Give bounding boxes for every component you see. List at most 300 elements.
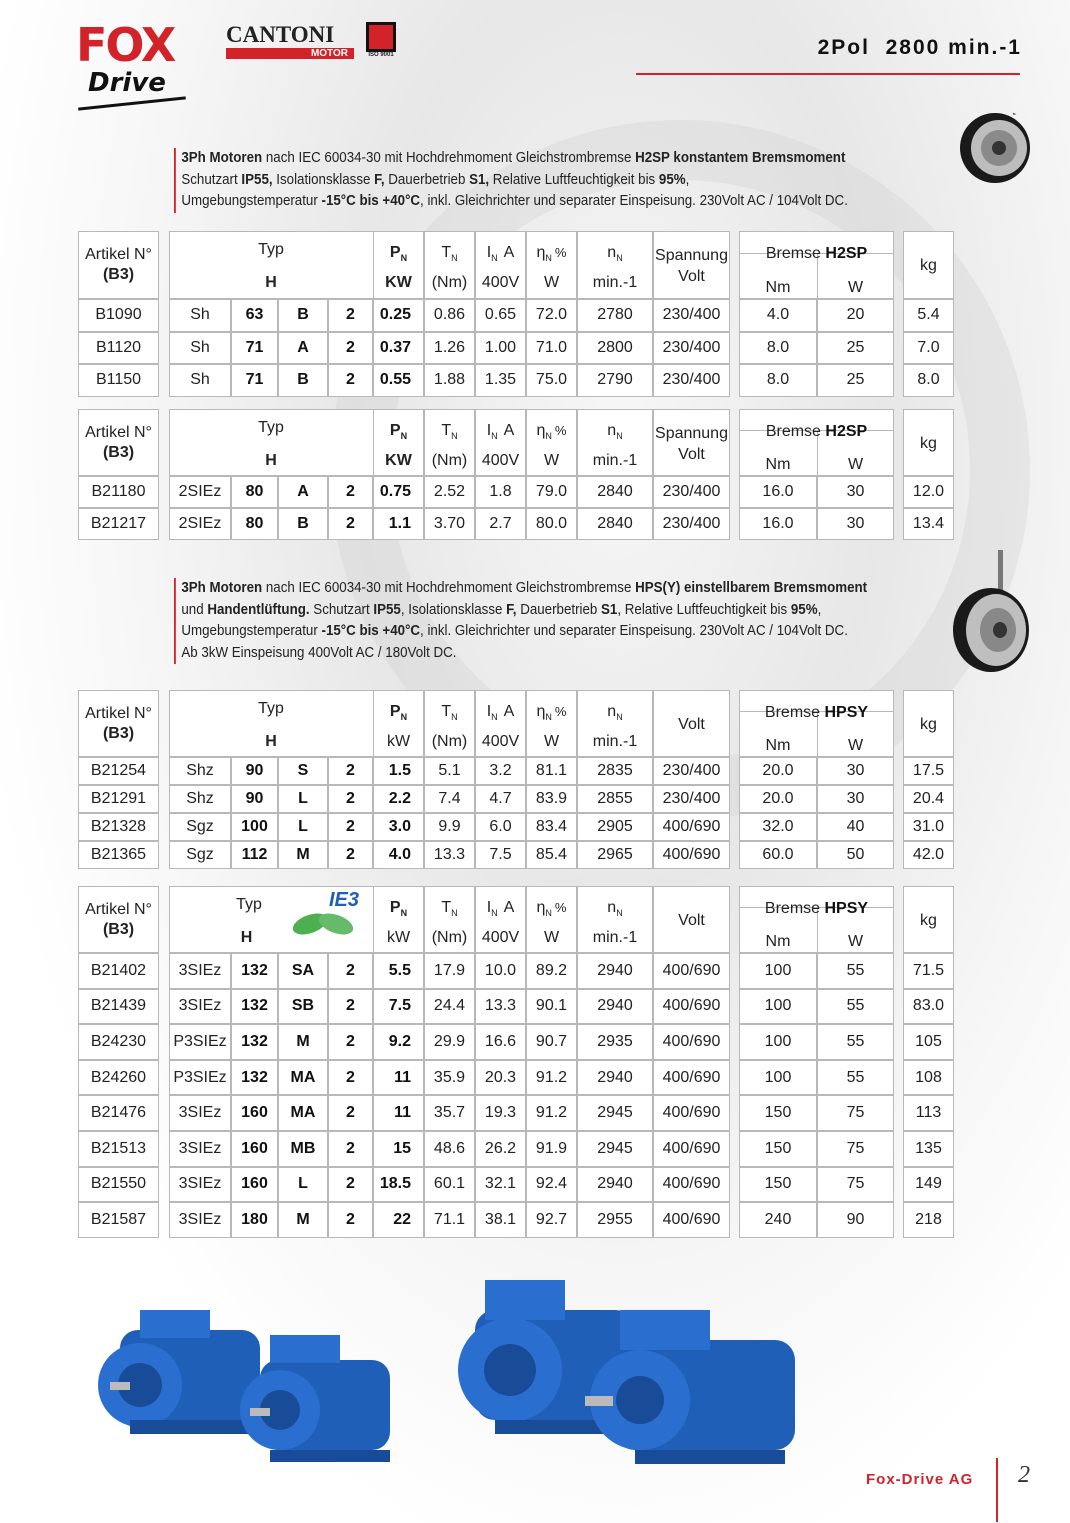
table-cell: 89.2 bbox=[526, 953, 577, 989]
table-cell: 13.4 bbox=[903, 508, 954, 540]
subscript-n: N bbox=[616, 908, 623, 919]
table-cell: 2840 bbox=[577, 476, 653, 508]
b3-label: (B3) bbox=[102, 725, 135, 742]
table-cell: 30 bbox=[817, 508, 894, 540]
table-cell: 16.6 bbox=[475, 1024, 526, 1060]
header-400v bbox=[475, 734, 526, 750]
table-cell: 0.37 bbox=[373, 332, 424, 365]
table-cell: 35.9 bbox=[424, 1060, 475, 1096]
table-cell: 400/690 bbox=[653, 953, 730, 989]
header-t bbox=[424, 900, 475, 918]
table-cell: 90 bbox=[817, 1202, 894, 1238]
table-cell: 2940 bbox=[577, 989, 653, 1025]
table-cell: 13.3 bbox=[475, 989, 526, 1025]
subscript bbox=[401, 431, 408, 441]
t-label: T bbox=[441, 244, 452, 261]
h-label: H bbox=[265, 274, 277, 291]
nm-paren-label: (Nm) bbox=[431, 929, 468, 946]
eta-label: η bbox=[536, 899, 546, 916]
t-label: T bbox=[441, 899, 452, 916]
table-cell: 75 bbox=[817, 1095, 894, 1131]
w-label: W bbox=[543, 929, 560, 946]
table-cell: B1090 bbox=[78, 299, 159, 332]
table-cell: 100 bbox=[739, 1060, 817, 1096]
table-cell: S bbox=[278, 757, 328, 785]
table-cell: 9.9 bbox=[424, 813, 475, 841]
kg-label: kg bbox=[920, 257, 937, 274]
table-cell: 30 bbox=[817, 785, 894, 813]
table-cell: 2840 bbox=[577, 508, 653, 540]
header-bremse bbox=[739, 246, 894, 262]
subscript bbox=[401, 253, 408, 263]
w-label: W bbox=[543, 733, 560, 750]
bremse-label: Bremse bbox=[764, 704, 825, 721]
a-label: A bbox=[503, 899, 515, 916]
subscript bbox=[401, 712, 408, 722]
brake-w-label: W bbox=[847, 737, 864, 754]
p-label: P bbox=[389, 422, 401, 439]
table-cell: 1.26 bbox=[424, 332, 475, 365]
n-label: n bbox=[607, 244, 617, 261]
table-cell: 0.55 bbox=[373, 364, 424, 397]
header-n bbox=[577, 704, 653, 722]
header-nm bbox=[424, 453, 475, 469]
subscript-n: N bbox=[491, 908, 498, 919]
table-cell: B21587 bbox=[78, 1202, 159, 1238]
subscript-n: N bbox=[491, 431, 498, 442]
hpsy-brake-image bbox=[946, 548, 1036, 678]
table-cell: 100 bbox=[231, 813, 278, 841]
header-i bbox=[475, 900, 526, 918]
subscript bbox=[545, 253, 552, 263]
v400-label: 400V bbox=[481, 929, 520, 946]
table-cell: 2 bbox=[328, 1131, 373, 1167]
table-cell: 71 bbox=[231, 332, 278, 365]
table-cell: 132 bbox=[231, 989, 278, 1025]
i-label: I bbox=[486, 244, 492, 261]
table-cell: 4.7 bbox=[475, 785, 526, 813]
header-bremse bbox=[739, 705, 894, 721]
table-cell: 2800 bbox=[577, 332, 653, 365]
table-cell: 230/400 bbox=[653, 757, 730, 785]
table-cell: M bbox=[278, 1202, 328, 1238]
eta-label: η bbox=[536, 244, 546, 261]
table-cell: 132 bbox=[231, 1060, 278, 1096]
header-p bbox=[373, 900, 424, 918]
header-nm bbox=[424, 930, 475, 946]
table-cell: 8.0 bbox=[903, 364, 954, 397]
table-cell: 2 bbox=[328, 841, 373, 869]
table-cell: 48.6 bbox=[424, 1131, 475, 1167]
table-cell: B21328 bbox=[78, 813, 159, 841]
a-label: A bbox=[503, 422, 515, 439]
table-cell: 100 bbox=[739, 1024, 817, 1060]
header-artikel-cell bbox=[78, 409, 159, 476]
table-cell: B21254 bbox=[78, 757, 159, 785]
table-cell: 1.00 bbox=[475, 332, 526, 365]
header-h bbox=[169, 453, 373, 469]
nm-label: Nm bbox=[765, 933, 791, 950]
table-cell: 29.9 bbox=[424, 1024, 475, 1060]
table-cell: 2940 bbox=[577, 1167, 653, 1203]
ie3-label bbox=[324, 890, 364, 910]
table-cell: MA bbox=[278, 1060, 328, 1096]
volt-label: Volt bbox=[678, 716, 705, 733]
motor-pair-image-right bbox=[455, 1270, 805, 1470]
table-cell: 55 bbox=[817, 1024, 894, 1060]
table-cell: L bbox=[278, 813, 328, 841]
header-t bbox=[424, 423, 475, 441]
artikel-label: Artikel N° bbox=[85, 424, 152, 441]
table-cell: Sh bbox=[169, 332, 231, 365]
table-cell: Sgz bbox=[169, 841, 231, 869]
table-cell: 92.4 bbox=[526, 1167, 577, 1203]
brake-type-label: H2SP bbox=[825, 245, 868, 262]
header-n bbox=[577, 245, 653, 263]
table-cell: 2780 bbox=[577, 299, 653, 332]
table-cell: 0.86 bbox=[424, 299, 475, 332]
volt-label: Volt bbox=[678, 268, 705, 285]
header-volt bbox=[653, 913, 730, 929]
table-cell: 230/400 bbox=[653, 299, 730, 332]
subscript-n: N bbox=[451, 908, 458, 919]
table-cell: 71 bbox=[231, 364, 278, 397]
table-cell: 2.2 bbox=[373, 785, 424, 813]
nm-paren-label: (Nm) bbox=[431, 274, 468, 291]
p-label: P bbox=[389, 703, 401, 720]
subscript bbox=[616, 908, 623, 918]
table-cell: 7.4 bbox=[424, 785, 475, 813]
min-label: min.-1 bbox=[592, 452, 638, 469]
w-label: W bbox=[543, 274, 560, 291]
table-cell: 15 bbox=[373, 1131, 424, 1167]
table-cell: 132 bbox=[231, 1024, 278, 1060]
header-nm bbox=[424, 275, 475, 291]
table-cell: 150 bbox=[739, 1167, 817, 1203]
kg-label: kg bbox=[920, 716, 937, 733]
subscript-n: N bbox=[616, 431, 623, 442]
table-cell: 2835 bbox=[577, 757, 653, 785]
table-cell: 230/400 bbox=[653, 476, 730, 508]
header-col-10 bbox=[653, 409, 730, 476]
table-cell: 3.0 bbox=[373, 813, 424, 841]
header-b3 bbox=[78, 267, 159, 283]
header-bremse bbox=[739, 901, 894, 917]
b3-label: (B3) bbox=[102, 921, 135, 938]
table-cell: 71.5 bbox=[903, 953, 954, 989]
cantoni-motor-text: MOTOR bbox=[226, 48, 354, 59]
table-cell: 79.0 bbox=[526, 476, 577, 508]
i-label: I bbox=[486, 422, 492, 439]
table-cell: B21513 bbox=[78, 1131, 159, 1167]
table-cell: L bbox=[278, 1167, 328, 1203]
table-cell: 2955 bbox=[577, 1202, 653, 1238]
nm-label: Nm bbox=[765, 456, 791, 473]
table-cell: 60.1 bbox=[424, 1167, 475, 1203]
header-i bbox=[475, 704, 526, 722]
table-cell: 25 bbox=[817, 364, 894, 397]
iso-text: ISO 9001 bbox=[368, 52, 394, 58]
table-cell: 4.0 bbox=[373, 841, 424, 869]
table-cell: 6.0 bbox=[475, 813, 526, 841]
table-cell: 12.0 bbox=[903, 476, 954, 508]
table-cell: 3SIEz bbox=[169, 1131, 231, 1167]
table-cell: 5.5 bbox=[373, 953, 424, 989]
header-nm bbox=[424, 734, 475, 750]
subscript bbox=[491, 908, 498, 918]
table-cell: 92.7 bbox=[526, 1202, 577, 1238]
logo-fox-text: FOX bbox=[76, 18, 175, 72]
table-cell: 160 bbox=[231, 1167, 278, 1203]
table-cell: 113 bbox=[903, 1095, 954, 1131]
table-cell: 85.4 bbox=[526, 841, 577, 869]
table-cell: 2 bbox=[328, 508, 373, 540]
table-cell: 17.5 bbox=[903, 757, 954, 785]
table-cell: B1120 bbox=[78, 332, 159, 365]
table-cell: 2790 bbox=[577, 364, 653, 397]
bremse-label: Bremse bbox=[765, 245, 826, 262]
bremse-label: Bremse bbox=[765, 423, 826, 440]
header-i bbox=[475, 245, 526, 263]
header-typ bbox=[169, 242, 373, 258]
table-cell: 55 bbox=[817, 953, 894, 989]
table-cell: 2 bbox=[328, 813, 373, 841]
n-label: n bbox=[607, 422, 617, 439]
table-cell: Shz bbox=[169, 757, 231, 785]
header-kw bbox=[373, 453, 424, 469]
header-i bbox=[475, 423, 526, 441]
table-cell: SA bbox=[278, 953, 328, 989]
header-h bbox=[169, 734, 373, 750]
table-cell: 55 bbox=[817, 1060, 894, 1096]
header-h bbox=[169, 275, 373, 291]
table-cell: 2945 bbox=[577, 1131, 653, 1167]
header-artikel bbox=[78, 247, 159, 263]
subscript bbox=[616, 253, 623, 263]
subscript-n: N bbox=[400, 712, 408, 723]
fox-drive-logo bbox=[74, 18, 194, 113]
table-cell: B21217 bbox=[78, 508, 159, 540]
table-cell: 112 bbox=[231, 841, 278, 869]
table-cell: 2 bbox=[328, 476, 373, 508]
pct-label: % bbox=[554, 423, 567, 438]
table-cell: 3.70 bbox=[424, 508, 475, 540]
header-b3 bbox=[78, 445, 159, 461]
brake-type-label: H2SP bbox=[825, 423, 868, 440]
table-cell: 26.2 bbox=[475, 1131, 526, 1167]
subscript-n: N bbox=[400, 253, 408, 264]
table-cell: 63 bbox=[231, 299, 278, 332]
title-divider bbox=[636, 73, 1020, 75]
table-cell: Sh bbox=[169, 299, 231, 332]
table-cell: B21291 bbox=[78, 785, 159, 813]
table-cell: 5.1 bbox=[424, 757, 475, 785]
header-brake-w bbox=[817, 280, 894, 296]
subscript bbox=[451, 908, 458, 918]
table-cell: 400/690 bbox=[653, 989, 730, 1025]
subscript bbox=[451, 253, 458, 263]
header-w bbox=[526, 734, 577, 750]
table-cell: 2.7 bbox=[475, 508, 526, 540]
table-cell: 150 bbox=[739, 1095, 817, 1131]
table-cell: B21476 bbox=[78, 1095, 159, 1131]
n-label: n bbox=[607, 899, 617, 916]
table-cell: B21365 bbox=[78, 841, 159, 869]
table-cell: 400/690 bbox=[653, 1095, 730, 1131]
table-cell: 91.2 bbox=[526, 1060, 577, 1096]
header-artikel bbox=[78, 706, 159, 722]
pct-label: % bbox=[554, 245, 567, 260]
table-cell: 218 bbox=[903, 1202, 954, 1238]
header-p bbox=[373, 423, 424, 441]
table-cell: 3.2 bbox=[475, 757, 526, 785]
subscript bbox=[616, 712, 623, 722]
table-cell: B21550 bbox=[78, 1167, 159, 1203]
table-cell: B24260 bbox=[78, 1060, 159, 1096]
table-cell: 1.5 bbox=[373, 757, 424, 785]
table-cell: 13.3 bbox=[424, 841, 475, 869]
table-cell: 2 bbox=[328, 299, 373, 332]
table-cell: 20.4 bbox=[903, 785, 954, 813]
volt-label: Volt bbox=[678, 446, 705, 463]
table-cell: 90 bbox=[231, 785, 278, 813]
table-cell: 32.1 bbox=[475, 1167, 526, 1203]
subscript-n: N bbox=[451, 431, 458, 442]
table-cell: B bbox=[278, 508, 328, 540]
subscript-n: N bbox=[491, 712, 498, 723]
table-cell: 10.0 bbox=[475, 953, 526, 989]
kw-label: kW bbox=[386, 733, 411, 750]
table-cell: 25 bbox=[817, 332, 894, 365]
header-kw bbox=[373, 734, 424, 750]
header-artikel bbox=[78, 902, 159, 918]
table-cell: MB bbox=[278, 1131, 328, 1167]
typ-label: Typ bbox=[258, 700, 284, 717]
table-cell: 24.4 bbox=[424, 989, 475, 1025]
table-cell: B21439 bbox=[78, 989, 159, 1025]
table-cell: 2940 bbox=[577, 953, 653, 989]
table-cell: 100 bbox=[739, 953, 817, 989]
header-col-10 bbox=[653, 231, 730, 299]
header-kw bbox=[373, 930, 424, 946]
ie3-text: IE3 bbox=[328, 889, 360, 911]
subscript-n: N bbox=[545, 253, 552, 264]
kg-label: kg bbox=[920, 912, 937, 929]
typ-label: Typ bbox=[258, 419, 284, 436]
table-cell: 2 bbox=[328, 953, 373, 989]
a-label: A bbox=[503, 244, 515, 261]
subscript bbox=[491, 253, 498, 263]
table-cell: 400/690 bbox=[653, 813, 730, 841]
table-cell: 2935 bbox=[577, 1024, 653, 1060]
table-cell: 0.75 bbox=[373, 476, 424, 508]
p-label: P bbox=[389, 244, 401, 261]
table-cell: 83.4 bbox=[526, 813, 577, 841]
table-cell: 2 bbox=[328, 364, 373, 397]
i-label: I bbox=[486, 703, 492, 720]
header-brake-w bbox=[817, 934, 894, 950]
logo-drive-text: Drive bbox=[88, 68, 166, 98]
table-cell: 3SIEz bbox=[169, 989, 231, 1025]
table-cell: 160 bbox=[231, 1095, 278, 1131]
table-cell: 3SIEz bbox=[169, 1095, 231, 1131]
table-cell: 83.0 bbox=[903, 989, 954, 1025]
table-cell: 400/690 bbox=[653, 1024, 730, 1060]
header-volt bbox=[653, 269, 730, 285]
table-cell: 2 bbox=[328, 989, 373, 1025]
table-cell: 42.0 bbox=[903, 841, 954, 869]
table-cell: 7.5 bbox=[475, 841, 526, 869]
header-p bbox=[373, 704, 424, 722]
i-label: I bbox=[486, 899, 492, 916]
subscript-n: N bbox=[545, 908, 552, 919]
artikel-label: Artikel N° bbox=[85, 901, 152, 918]
table-cell: 2 bbox=[328, 1060, 373, 1096]
page-title: 2Pol 2800 min.-1 bbox=[817, 36, 1022, 59]
table-cell: 11 bbox=[373, 1095, 424, 1131]
footer-company: Fox-Drive AG bbox=[866, 1471, 974, 1488]
table-cell: A bbox=[278, 332, 328, 365]
min-label: min.-1 bbox=[592, 929, 638, 946]
table-cell: 91.2 bbox=[526, 1095, 577, 1131]
brake-type-label: HPSY bbox=[824, 900, 869, 917]
iso-logo bbox=[366, 22, 402, 62]
table-cell: 2940 bbox=[577, 1060, 653, 1096]
table-cell: 80 bbox=[231, 508, 278, 540]
table-cell: 55 bbox=[817, 989, 894, 1025]
table-cell: 11 bbox=[373, 1060, 424, 1096]
table-cell: 19.3 bbox=[475, 1095, 526, 1131]
table-cell: 80 bbox=[231, 476, 278, 508]
table-cell: 9.2 bbox=[373, 1024, 424, 1060]
header-artikel bbox=[78, 425, 159, 441]
table-cell: 149 bbox=[903, 1167, 954, 1203]
table-cell: B21402 bbox=[78, 953, 159, 989]
table-cell: 2SIEz bbox=[169, 476, 231, 508]
h2sp-brake-image bbox=[955, 108, 1035, 188]
subscript bbox=[545, 908, 552, 918]
header-spannung bbox=[653, 426, 730, 442]
nm-label: Nm bbox=[765, 279, 791, 296]
nm-label: Nm bbox=[765, 737, 791, 754]
table-cell: 40 bbox=[817, 813, 894, 841]
header-400v bbox=[475, 453, 526, 469]
table-cell: 35.7 bbox=[424, 1095, 475, 1131]
brake-type-label: HPSY bbox=[824, 704, 869, 721]
header-n bbox=[577, 423, 653, 441]
header-w bbox=[526, 930, 577, 946]
header-eta bbox=[526, 423, 577, 441]
header-brake-w bbox=[817, 457, 894, 473]
bremse-label: Bremse bbox=[764, 900, 825, 917]
subscript-n: N bbox=[451, 712, 458, 723]
min-label: min.-1 bbox=[592, 733, 638, 750]
table-cell: 20.0 bbox=[739, 785, 817, 813]
header-eta bbox=[526, 704, 577, 722]
table-cell: 22 bbox=[373, 1202, 424, 1238]
table-cell: 230/400 bbox=[653, 332, 730, 365]
table-cell: 17.9 bbox=[424, 953, 475, 989]
header-min bbox=[577, 453, 653, 469]
table-cell: 400/690 bbox=[653, 1202, 730, 1238]
table-cell: 2 bbox=[328, 757, 373, 785]
table-cell: Sgz bbox=[169, 813, 231, 841]
header-kg bbox=[903, 436, 954, 452]
table-cell: 105 bbox=[903, 1024, 954, 1060]
table-cell: 2855 bbox=[577, 785, 653, 813]
table-cell: 4.0 bbox=[739, 299, 817, 332]
table-cell: 20 bbox=[817, 299, 894, 332]
